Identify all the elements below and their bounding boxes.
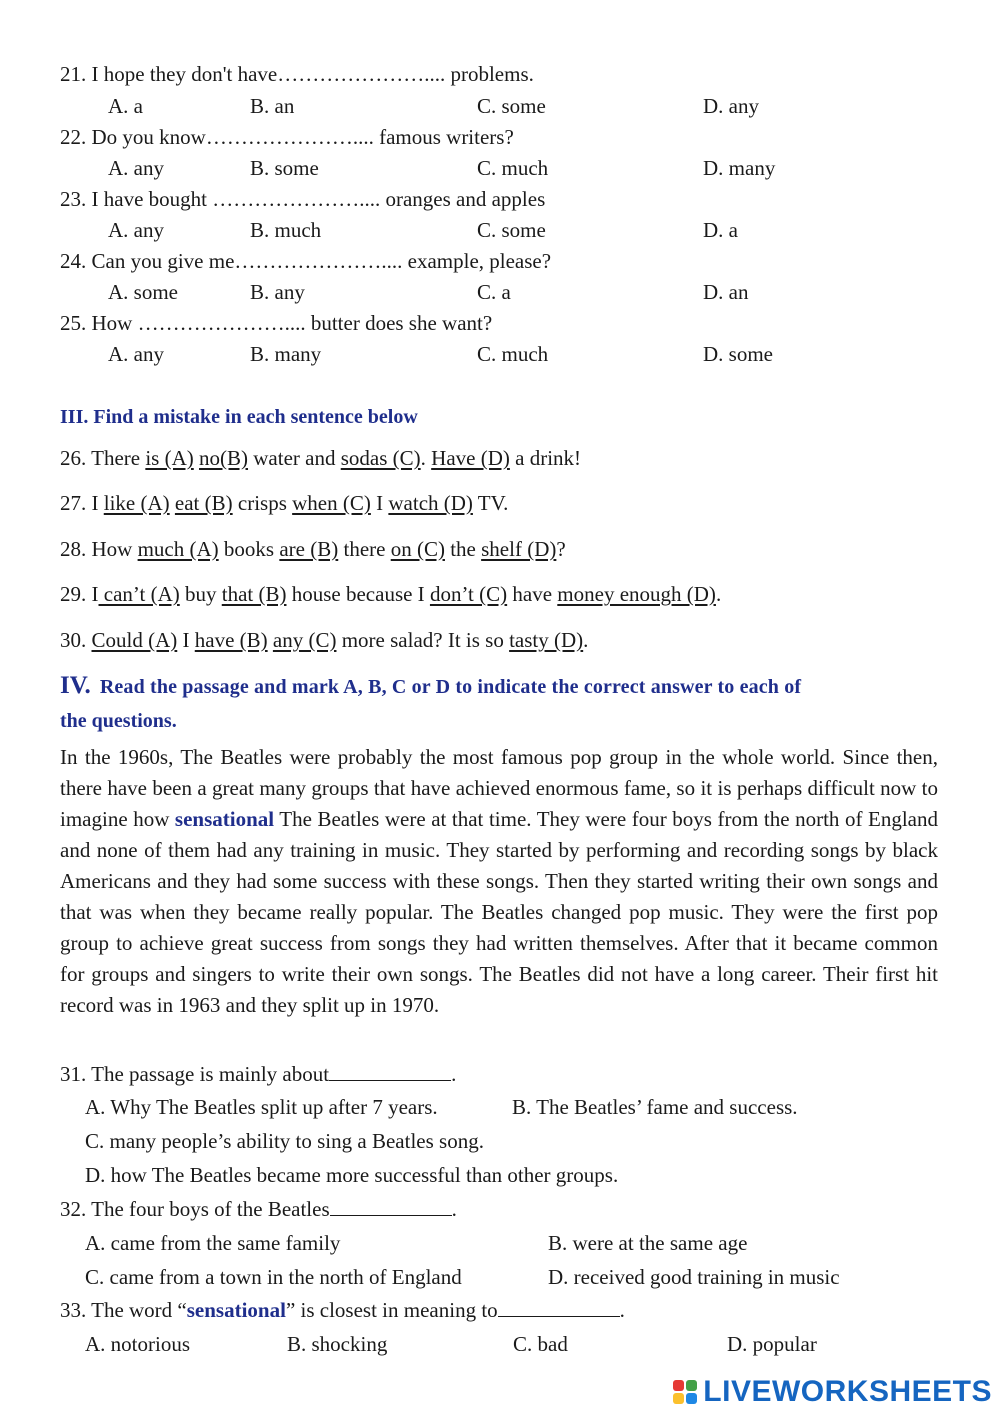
text: a drink!	[509, 446, 582, 470]
option-b[interactable]: B. many	[250, 342, 322, 366]
text: 28. How	[60, 537, 138, 561]
choice-c[interactable]: on (C)	[390, 537, 445, 561]
option-b[interactable]: B. some	[250, 156, 319, 180]
option-a[interactable]: A. any	[108, 156, 164, 180]
text: 26. There	[60, 446, 146, 470]
option-a[interactable]: A. Why The Beatles split up after 7 years.	[85, 1095, 438, 1119]
text: house because I	[286, 582, 430, 606]
error-question-29	[60, 581, 721, 607]
choice-d[interactable]: Have (D)	[431, 446, 510, 470]
option-b[interactable]: B. much	[250, 218, 322, 242]
question-stem: 33. The word “	[60, 1298, 187, 1322]
option-d[interactable]: D. some	[703, 342, 773, 366]
option-d[interactable]: D. received good training in music	[548, 1265, 840, 1289]
option-c[interactable]: C. many people’s ability to sing a Beatles song.	[85, 1129, 484, 1153]
logo-square	[673, 1393, 684, 1404]
text: have	[507, 582, 558, 606]
option-d[interactable]: D. an	[703, 280, 749, 304]
option-d[interactable]: D. many	[703, 156, 776, 180]
choice-b[interactable]: are (B)	[279, 537, 339, 561]
question-number: 30.	[60, 628, 92, 652]
option-a[interactable]: A. any	[108, 218, 164, 242]
error-question-30	[60, 627, 588, 653]
question-stem: 21. I hope they don't have………………….... problems.	[60, 62, 534, 86]
logo-text: LIVEWORKSHEETS	[703, 1375, 992, 1408]
option-b[interactable]: B. The Beatles’ fame and success.	[512, 1095, 798, 1119]
passage-keyword: sensational	[174, 807, 275, 831]
text: the	[444, 537, 482, 561]
period: .	[451, 1197, 457, 1221]
option-b[interactable]: B. an	[250, 94, 295, 118]
option-c[interactable]: C. came from a town in the north of England	[85, 1265, 462, 1289]
heading-line-1: Read the passage and mark A, B, C or D to indicate the correct answer to each of	[99, 676, 802, 698]
choice-c[interactable]: any (C)	[272, 628, 337, 652]
choice-a[interactable]: Could (A)	[91, 628, 178, 652]
option-d[interactable]: D. any	[703, 94, 759, 118]
choice-d[interactable]: shelf (D)	[481, 537, 557, 561]
question-31	[60, 1061, 456, 1087]
choice-d[interactable]: tasty (D)	[509, 628, 584, 652]
choice-b[interactable]: eat (B)	[174, 491, 233, 515]
question-stem: 23. I have bought ………………….... oranges and apples	[60, 187, 546, 211]
option-c[interactable]: C. some	[477, 218, 546, 242]
option-d[interactable]: D. popular	[727, 1332, 817, 1356]
option-a[interactable]: A. some	[108, 280, 178, 304]
logo-icon	[673, 1380, 697, 1404]
question-32	[60, 1196, 457, 1222]
answer-blank[interactable]	[498, 1298, 620, 1317]
option-a[interactable]: A. notorious	[85, 1332, 190, 1356]
option-c[interactable]: C. bad	[513, 1332, 568, 1356]
choice-d[interactable]: money enough (D)	[557, 582, 716, 606]
option-a[interactable]: A. any	[108, 342, 164, 366]
answer-blank[interactable]	[330, 1197, 452, 1216]
option-b[interactable]: B. any	[250, 280, 305, 304]
option-a[interactable]: A. a	[108, 94, 143, 118]
text: TV.	[472, 491, 509, 515]
text: water and	[248, 446, 341, 470]
question-stem: 22. Do you know………………….... famous writers?	[60, 125, 514, 149]
passage-text: The Beatles were at that time. They were four boys from the north of England and none of them had any training in music. They started by performing and recording songs by black Americans and they had some success with these songs. Then they started writing their own songs and that was when they became really popular. The Beatles changed pop music. They were the first pop group to achieve great success from songs they had written themselves. After that it became common for groups and singers to write their own songs. The Beatles did not have a long career. Their first hit record was in 1963 and they split up in 1970.	[60, 807, 939, 1017]
answer-blank[interactable]	[329, 1062, 451, 1081]
error-question-27	[60, 490, 508, 516]
section-3-heading: III. Find a mistake in each sentence below	[60, 406, 418, 428]
option-d[interactable]: D. how The Beatles became more successful than other groups.	[85, 1163, 619, 1187]
error-question-26	[60, 445, 581, 471]
question-stem: 31. The passage is mainly about	[60, 1062, 330, 1086]
section-4-heading-line-2: the questions.	[60, 710, 177, 732]
choice-a[interactable]: can’t (A)	[98, 582, 180, 606]
choice-c[interactable]: sodas (C)	[340, 446, 421, 470]
text: I	[370, 491, 389, 515]
logo-square	[673, 1380, 684, 1391]
option-c[interactable]: C. much	[477, 342, 549, 366]
option-c[interactable]: C. a	[477, 280, 511, 304]
text: I	[177, 628, 195, 652]
logo-square	[686, 1393, 697, 1404]
question-33	[60, 1297, 625, 1323]
question-stem: 24. Can you give me………………….... example, please?	[60, 249, 552, 273]
choice-b[interactable]: that (B)	[221, 582, 287, 606]
text: .	[583, 628, 589, 652]
question-stem: ” is closest in meaning to	[285, 1298, 498, 1322]
choice-a[interactable]: like (A)	[103, 491, 170, 515]
text: ?	[556, 537, 566, 561]
choice-c[interactable]: don’t (C)	[429, 582, 508, 606]
logo-square	[686, 1380, 697, 1391]
section-numeral: IV.	[60, 672, 91, 699]
question-keyword: sensational	[186, 1298, 286, 1322]
choice-d[interactable]: watch (D)	[388, 491, 473, 515]
reading-passage	[60, 742, 938, 1021]
choice-a[interactable]: much (A)	[137, 537, 219, 561]
text: 27. I	[60, 491, 104, 515]
passage-text: In the 1960s, The Beatles were probably the most famous pop group in the whole world. Since then, there have been a great many groups that have achieved enormous fame, so it is perhaps difficult now to imagine how	[60, 745, 938, 831]
choice-a[interactable]: is (A)	[145, 446, 194, 470]
section-4-heading	[60, 673, 801, 700]
text: books	[218, 537, 280, 561]
text: .	[715, 582, 722, 606]
choice-b[interactable]: have (B)	[194, 628, 268, 652]
option-c[interactable]: C. much	[477, 156, 549, 180]
text: crisps	[232, 491, 293, 515]
text: buy	[179, 582, 222, 606]
period: .	[619, 1298, 625, 1322]
text: 29. I	[60, 582, 99, 606]
choice-c[interactable]: when (C)	[292, 491, 371, 515]
text: there	[338, 537, 391, 561]
option-c[interactable]: C. some	[477, 94, 546, 118]
option-b[interactable]: B. were at the same age	[548, 1231, 748, 1255]
liveworksheets-logo	[673, 1374, 992, 1410]
question-stem: 32. The four boys of the Beatles	[60, 1197, 330, 1221]
text: more salad? It is so	[336, 628, 510, 652]
option-b[interactable]: B. shocking	[287, 1332, 388, 1356]
period: .	[451, 1062, 457, 1086]
option-d[interactable]: D. a	[703, 218, 738, 242]
option-a[interactable]: A. came from the same family	[85, 1231, 341, 1255]
text: .	[420, 446, 432, 470]
choice-b[interactable]: no(B)	[199, 446, 249, 470]
question-stem: 25. How ………………….... butter does she want?	[60, 311, 493, 335]
error-question-28	[60, 536, 566, 562]
